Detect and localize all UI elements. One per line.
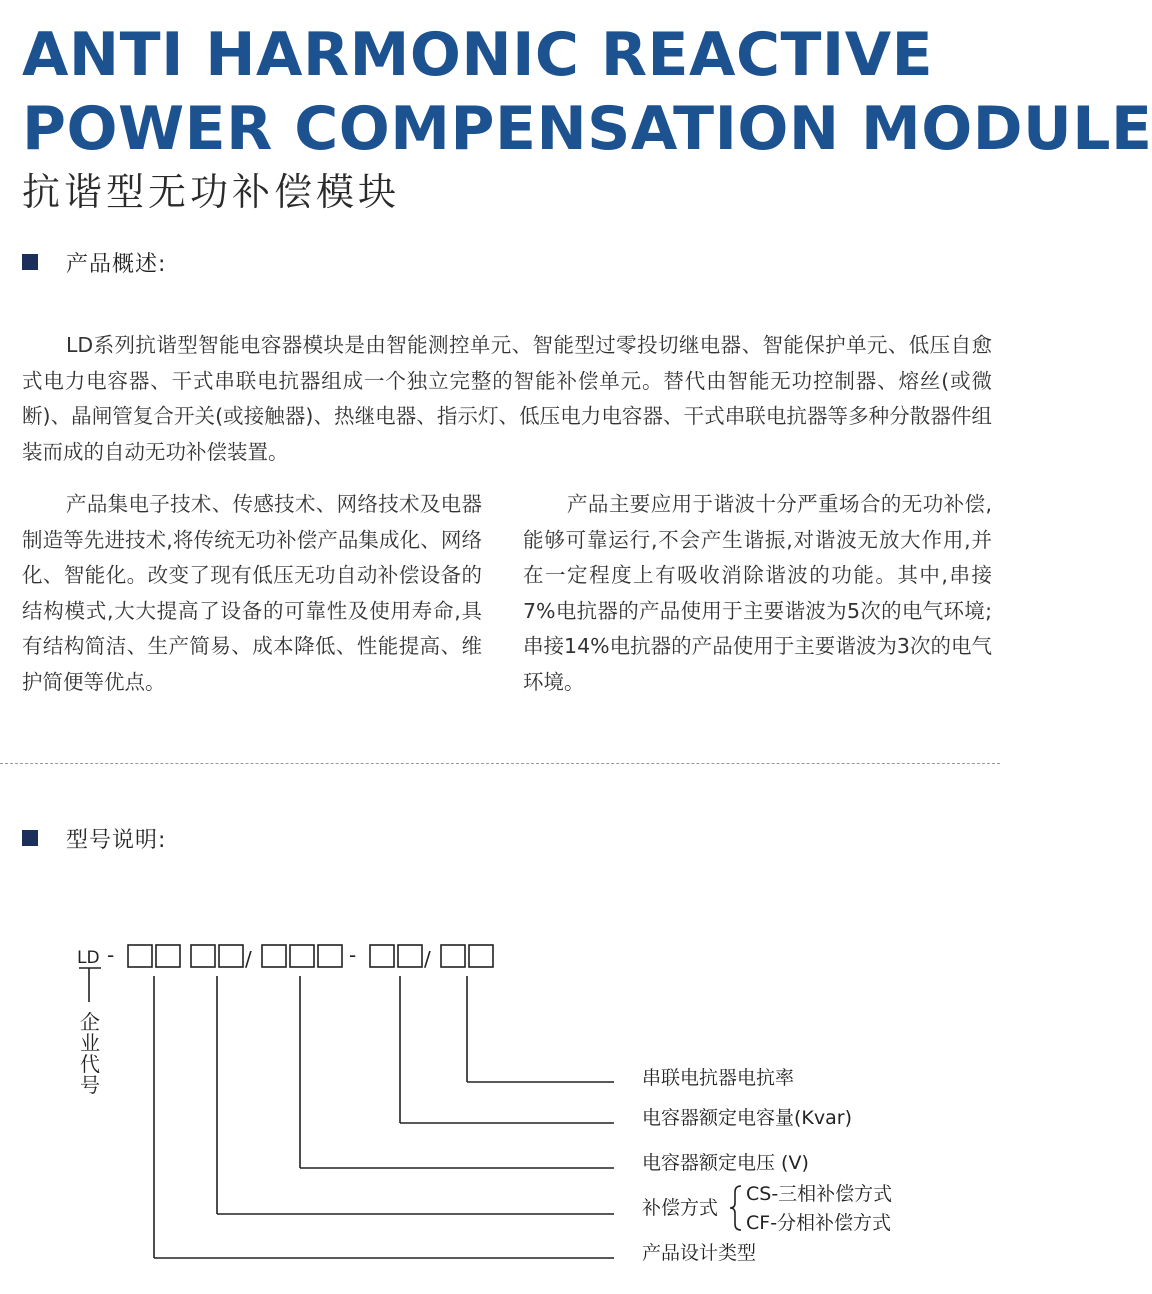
label-rated-capacity: 电容器额定电容量(Kvar) <box>642 1107 852 1129</box>
slash-1: / <box>245 947 252 971</box>
code-box <box>318 945 342 967</box>
label-cs: CS-三相补偿方式 <box>746 1183 893 1205</box>
overview-paragraph-3: 产品主要应用于谐波十分严重场合的无功补偿,能够可靠运行,不会产生谐振,对谐波无放大作用,并在一定程度上有吸收消除谐波的功能。其中,串接7%电抗器的产品使用于主要谐波为5次的电气环境;串接14%电抗器的产品使用于主要谐波为3次的电气环境。 <box>523 492 992 694</box>
code-box <box>370 945 394 967</box>
slash-2: / <box>424 947 431 971</box>
model-prefix: LD <box>77 948 100 968</box>
dash-1: - <box>107 943 115 967</box>
label-reactance-rate: 串联电抗器电抗率 <box>642 1067 795 1089</box>
code-box <box>441 945 465 967</box>
dash-2: - <box>349 943 357 967</box>
title-english-line2: POWER COMPENSATION MODULE <box>22 94 1152 164</box>
overview-heading-text: 产品概述: <box>66 251 167 277</box>
code-box <box>262 945 286 967</box>
enterprise-code-char: 号 <box>80 1073 100 1097</box>
overview-paragraph-2: 产品集电子技术、传感技术、网络技术及电器制造等先进技术,将传统无功补偿产品集成化、网络化、智能化。改变了现有低压无功自动补偿设备的结构模式,大大提高了设备的可靠性及使用寿命,具有结构简洁、生产简易、成本降低、性能提高、维护简便等优点。 <box>22 492 482 694</box>
code-box <box>191 945 215 967</box>
model-heading-text: 型号说明: <box>66 827 167 853</box>
brace-icon <box>730 1186 741 1230</box>
enterprise-code-char: 代 <box>80 1052 100 1076</box>
code-box <box>398 945 422 967</box>
title-english-line1: ANTI HARMONIC REACTIVE <box>22 20 934 90</box>
enterprise-code-char: 企 <box>80 1010 100 1034</box>
label-rated-voltage: 电容器额定电压 (V) <box>642 1152 809 1174</box>
label-cf: CF-分相补偿方式 <box>746 1212 892 1234</box>
code-box <box>219 945 243 967</box>
code-box <box>290 945 314 967</box>
label-comp-method: 补偿方式 <box>642 1197 719 1219</box>
code-box <box>128 945 152 967</box>
overview-paragraph-1: LD系列抗谐型智能电容器模块是由智能测控单元、智能型过零投切继电器、智能保护单元、低压自愈式电力电容器、干式串联电抗器组成一个独立完整的智能补偿单元。替代由智能无功控制器、熔丝(或微断)、晶闸管复合开关(或接触器)、热继电器、指示灯、低压电力电容器、干式串联电抗器等多种分散器件组装而成的自动无功补偿装置。 <box>22 333 992 464</box>
label-design-type: 产品设计类型 <box>642 1242 757 1264</box>
code-box <box>469 945 493 967</box>
enterprise-code-char: 业 <box>80 1031 100 1055</box>
code-box <box>156 945 180 967</box>
title-chinese: 抗谐型无功补偿模块 <box>22 170 401 214</box>
